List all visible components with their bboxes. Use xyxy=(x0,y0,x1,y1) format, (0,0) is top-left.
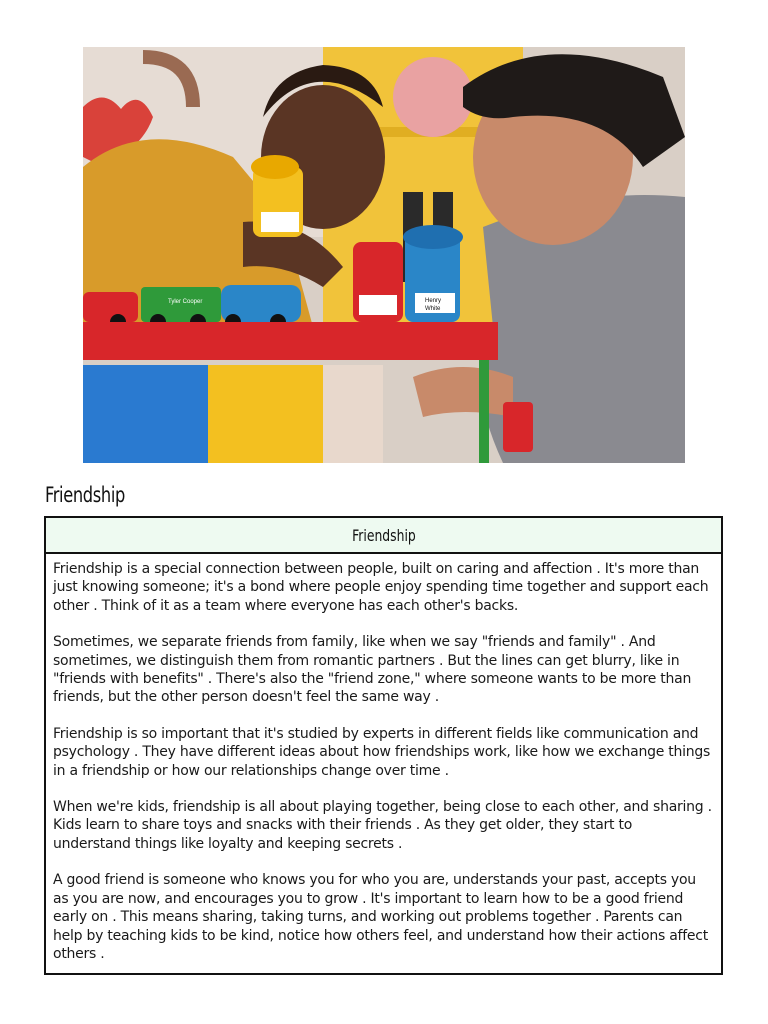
friendship-card xyxy=(44,516,723,975)
car-name-label: Tyler Cooper xyxy=(168,299,203,305)
paragraph-good-friend: A good friend is someone who knows you for who you are, understands your past, accepts you as you are now, and encourages you to grow . It's important to learn how to be a good friend early on . This means sharing, taking turns, and working out problems together . Parents can help by teaching kids to be kind, notice how others feel, and understand how their actions affect others . xyxy=(53,872,708,962)
card-header xyxy=(46,518,721,554)
paragraph-boundaries: Sometimes, we separate friends from family, like when we say "friends and family" . And sometimes, we distinguish them from romantic partners . But the lines can get blurry, like in "friends with benefits" . There's also the "friend zone," where someone wants to be more than friends, but the other person doesn't feel the same way . xyxy=(53,634,692,706)
paragraph-definition: Friendship is a special connection between people, built on caring and affection . It's more than just knowing someone; it's a bond where people enjoy spending time together and support each other . Think of it as a team where everyone has each other's backs. xyxy=(53,561,709,614)
card-title: Friendship xyxy=(351,525,416,545)
figure-name-line1: Henry xyxy=(425,298,442,304)
paragraph-research: Friendship is so important that it's studied by experts in different fields like communication and psychology . They have different ideas about how friendships work, like how we exchange things in a friendship or how our relationships change over time . xyxy=(53,725,711,779)
card-body xyxy=(46,554,721,963)
kids-playing-illustration xyxy=(83,47,685,463)
hero-photo xyxy=(83,47,685,463)
section-heading: Friendship xyxy=(45,483,126,507)
figure-name-line2: White xyxy=(425,306,441,312)
paragraph-childhood: When we're kids, friendship is all about playing together, being close to each other, and sharing . Kids learn to share toys and snacks with their friends . As they get older, they start to understand things like loyalty and keeping secrets . xyxy=(53,799,712,852)
